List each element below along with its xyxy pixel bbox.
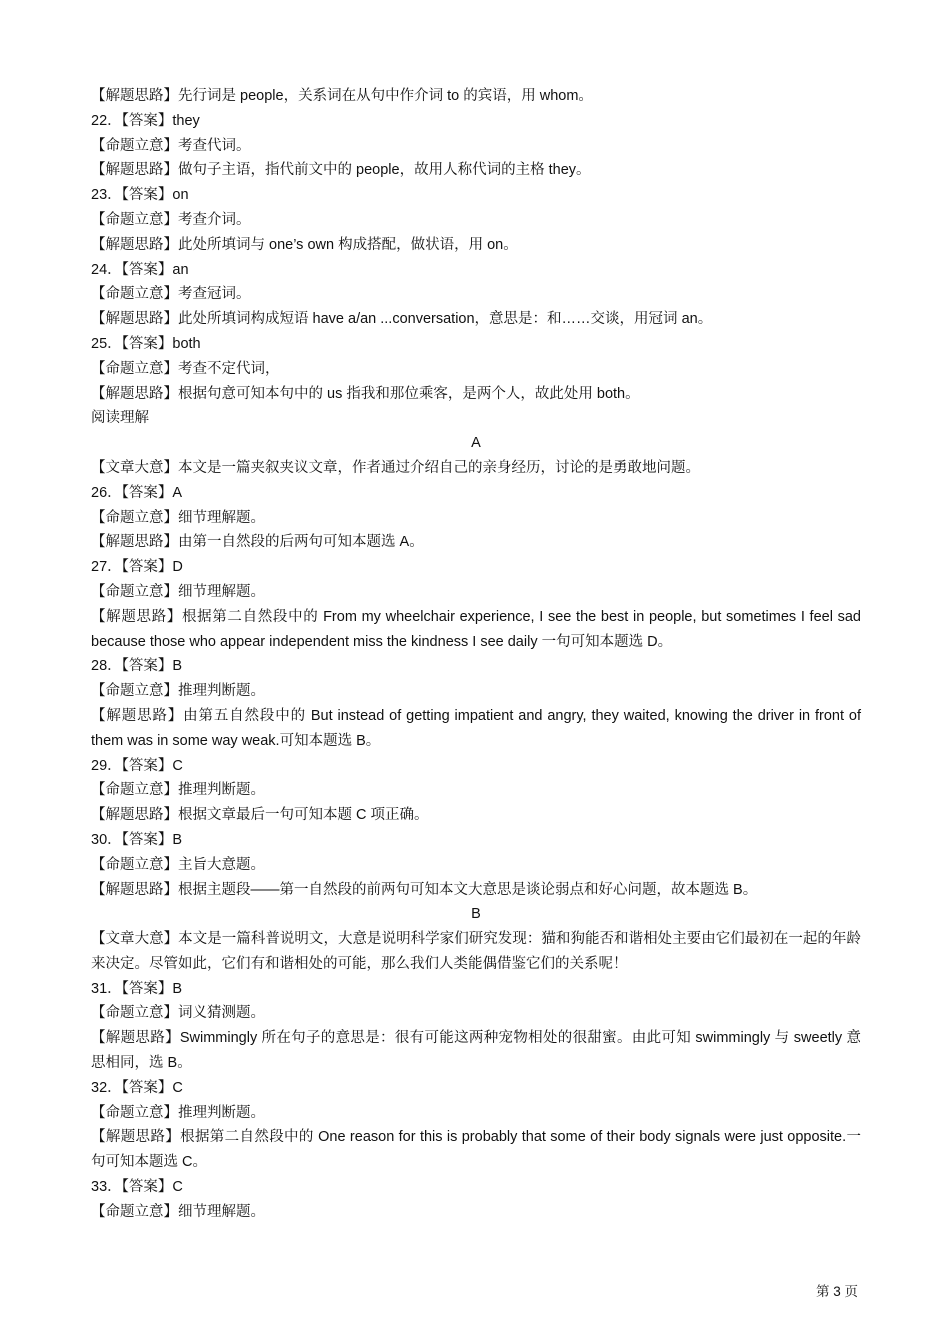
text-line: 【命题立意】细节理解题。 bbox=[91, 583, 265, 600]
text-line: 28．【答案】B bbox=[91, 658, 183, 675]
text-line: 33．【答案】C bbox=[91, 1179, 183, 1196]
text-line: 【解题思路】做句子主语，指代前文中的 people，故用人称代词的主格 they。 bbox=[91, 162, 591, 179]
text-line: 22．【答案】they bbox=[91, 112, 200, 129]
text-line: 【命题立意】细节理解题。 bbox=[91, 509, 265, 526]
text-line: 30．【答案】B bbox=[91, 831, 183, 848]
text-line: 【解题思路】根据第二自然段中的 One reason for this is probably that some of their body signals were just opposite.一句可知本题选 C。 bbox=[91, 1129, 861, 1171]
text-line: 【命题立意】考查不定代词， bbox=[91, 360, 280, 377]
text-line: 【解题思路】先行词是 people，关系词在从句中作介词 to 的宾语，用 whom。 bbox=[91, 88, 593, 104]
text-line: 26．【答案】A bbox=[91, 484, 183, 501]
text-line: 【文章大意】本文是一篇科普说明文，大意是说明科学家们研究发现：猫和狗能否和谐相处主要由它们最初在一起的年龄来决定。尽管如此，它们有和谐相处的可能，那么我们人类能偶借鉴它们的关系呢！ bbox=[91, 931, 861, 972]
text-line: 23．【答案】on bbox=[91, 187, 189, 204]
text-line: 【解题思路】由第五自然段中的 But instead of getting impatient and angry, they waited, knowing the driver in front of them was in some way weak.可知本题选 B。 bbox=[91, 707, 861, 749]
text-line: 【命题立意】主旨大意题。 bbox=[91, 856, 265, 873]
text-line: 【命题立意】词义猜测题。 bbox=[91, 1005, 265, 1022]
text-line: 【命题立意】考查代词。 bbox=[91, 137, 251, 154]
text-line: 32．【答案】C bbox=[91, 1079, 183, 1096]
document-body bbox=[91, 84, 861, 1225]
text-line: 【解题思路】Swimmingly 所在句子的意思是：很有可能这两种宠物相处的很甜蜜。由此可知 swimmingly 与 sweetly 意思相同，选 B。 bbox=[91, 1030, 861, 1072]
text-line: 【解题思路】此处所填词构成短语 have a/an ...conversation，意思是：和……交谈，用冠词 an。 bbox=[91, 311, 713, 328]
text-line: B bbox=[471, 906, 481, 923]
text-line: 【解题思路】根据文章最后一句可知本题 C 项正确。 bbox=[91, 807, 429, 824]
text-line: 31．【答案】B bbox=[91, 980, 183, 997]
text-line: 【解题思路】根据第二自然段中的 From my wheelchair experience, I see the best in people, but sometimes I feel sad because those who appear independent miss the kindness I see daily 一句可知本题选 D。 bbox=[91, 608, 861, 650]
text-line: 24．【答案】an bbox=[91, 261, 189, 278]
text-line: 25．【答案】both bbox=[91, 335, 201, 352]
text-line: 29．【答案】C bbox=[91, 757, 183, 774]
text-line: 【命题立意】细节理解题。 bbox=[91, 1203, 265, 1220]
text-line: 【命题立意】推理判断题。 bbox=[91, 1104, 265, 1121]
text-line: 【文章大意】本文是一篇夹叙夹议文章，作者通过介绍自己的亲身经历，讨论的是勇敢地问题。 bbox=[91, 459, 700, 476]
text-line: 阅读理解 bbox=[91, 410, 149, 427]
text-line: 【解题思路】由第一自然段的后两句可知本题选 A。 bbox=[91, 534, 424, 551]
page-number: 第 3 页 bbox=[815, 1284, 858, 1299]
text-line: A bbox=[471, 435, 481, 452]
text-line: 【命题立意】推理判断题。 bbox=[91, 683, 265, 700]
text-line: 【解题思路】此处所填词与 one’s own 构成搭配，做状语，用 on。 bbox=[91, 236, 518, 253]
text-line: 【命题立意】考查冠词。 bbox=[91, 286, 251, 303]
text-line: 【命题立意】考查介词。 bbox=[91, 211, 251, 228]
text-line: 【解题思路】根据主题段——第一自然段的前两句可知本文大意思是谈论弱点和好心问题，故本题选 B。 bbox=[91, 881, 758, 898]
text-line: 【解题思路】根据句意可知本句中的 us 指我和那位乘客，是两个人，故此处用 both。 bbox=[91, 385, 640, 402]
text-line: 【命题立意】推理判断题。 bbox=[91, 782, 265, 799]
text-line: 27．【答案】D bbox=[91, 559, 183, 576]
